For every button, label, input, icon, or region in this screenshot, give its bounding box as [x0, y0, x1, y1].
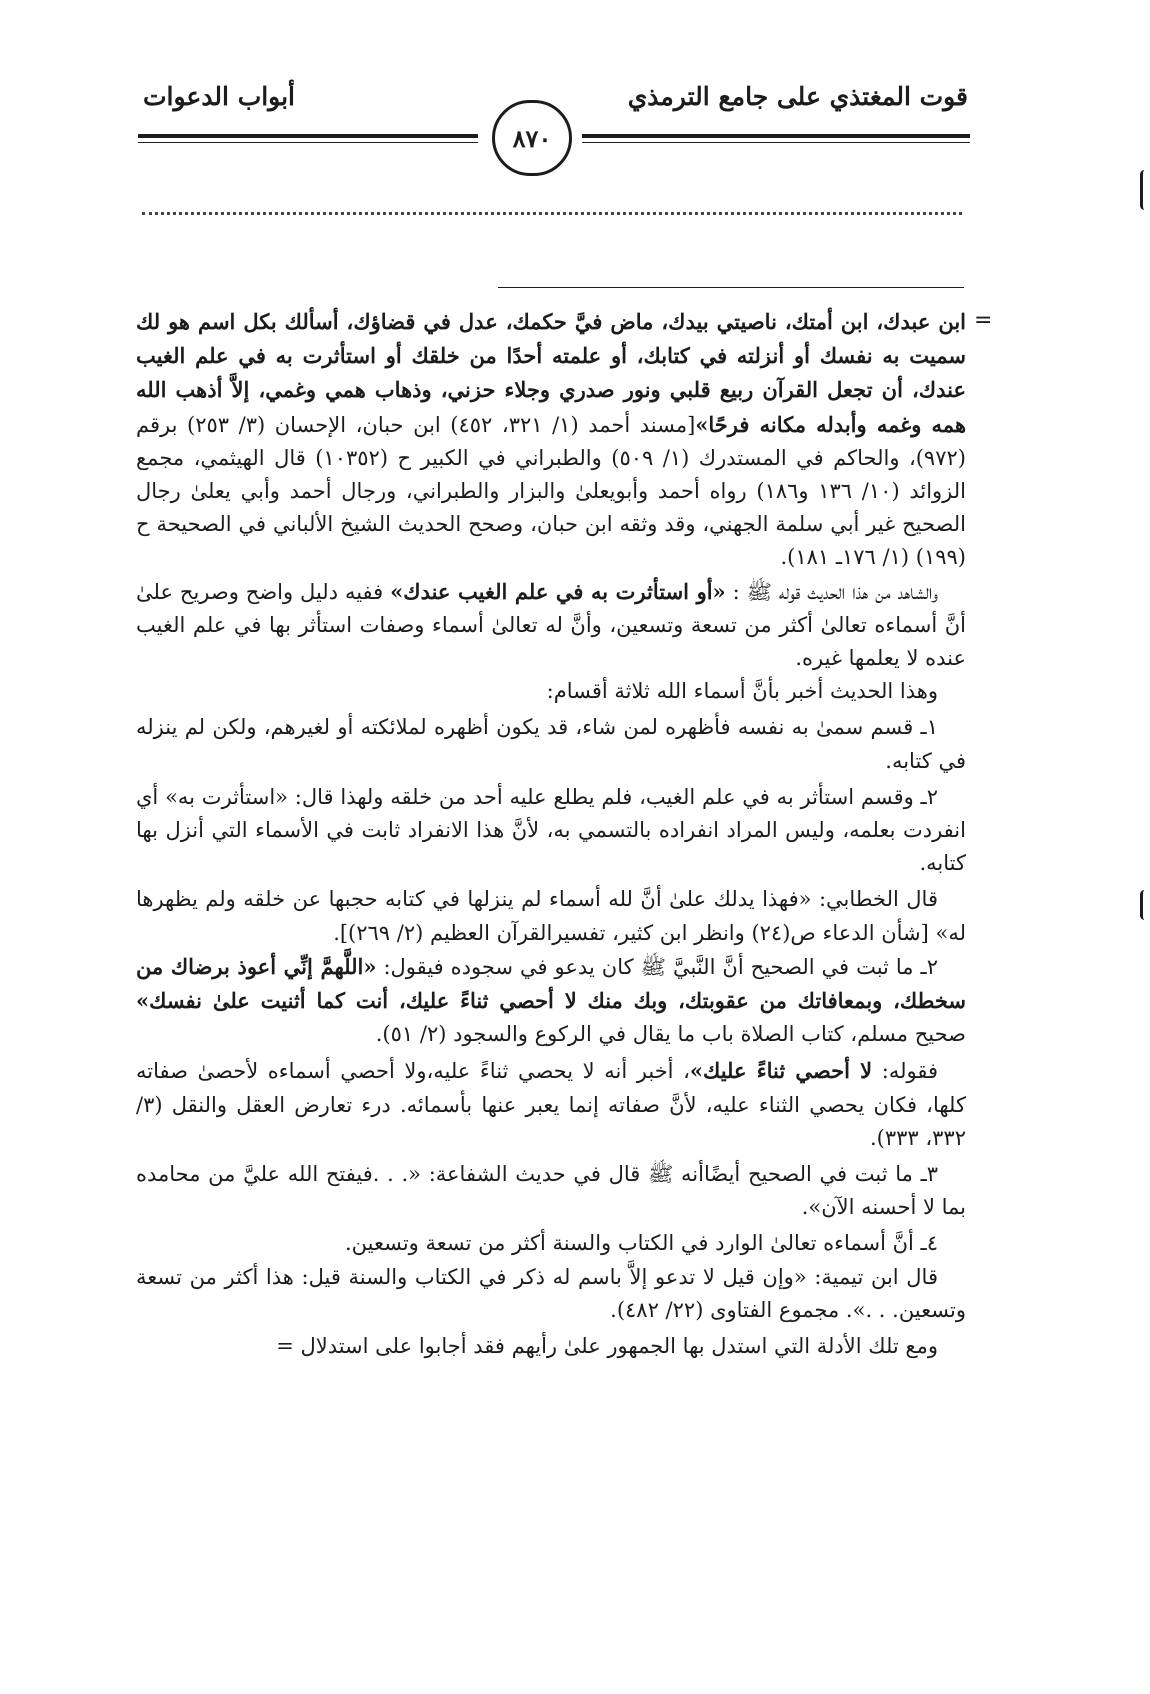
footnote-rule [498, 287, 964, 288]
binding-edge-mark [1140, 170, 1149, 210]
paragraph: ٣ـ ما ثبت في الصحيح أيضًاأنه ﷺ قال في حديث الشفاعة: «. . .فيفتح الله عليَّ من محامده بما لا أحسنه الآن». [136, 1162, 966, 1220]
text-span: والشاهد من هذا الحديث قوله ﷺ : [725, 579, 938, 604]
continuation-mark: = [974, 308, 993, 333]
page-number: ٨٧٠ [492, 100, 572, 176]
text-span: ٢ـ ما ثبت في الصحيح أنَّ النَّبيَّ ﷺ كان يدعو في سجوده فيقول: [376, 954, 938, 979]
text-span: ، أخبر أنه لا يحصي ثناءً عليه،ولا أحصي أسماءه لأحصىٰ صفاته كلها، فكان يحصي الثناء عليه، لأنَّ صفاته إنما يعبر عنها بأسمائه. درء تعارض العقل والنقل (٣/ ٣٣٢، ٣٣٣). [136, 1059, 966, 1150]
paragraph [136, 1054, 966, 1155]
paragraph: وهذا الحديث أخبر بأنَّ أسماء الله ثلاثة أقسام: [546, 679, 938, 704]
running-head-chapter-title: أبواب الدعوات [143, 82, 296, 111]
paragraph: قال ابن تيمية: «وإن قيل لا تدعو إلاَّ باسم له ذكر في الكتاب والسنة قيل: هذا أكثر من تسعة وتسعين. . .». مجموع الفتاوى (٢٢/ ٤٨٢). [136, 1264, 966, 1322]
header-rule-left-thin [138, 142, 478, 143]
footnote-body [136, 305, 966, 1363]
header-rule-right-thin [582, 142, 970, 143]
header-rule-right-thick [582, 134, 970, 138]
paragraph: ٤ـ أنَّ أسماءه تعالىٰ الوارد في الكتاب والسنة أكثر من تسعة وتسعين. [344, 1231, 938, 1256]
hadith-quote: لا أحصي ثناءً عليك» [689, 1058, 873, 1084]
paragraph: قال الخطابي: «فهذا يدلك علىٰ أنَّ لله أسماء لم ينزلها في كتابه حجبها عن خلقه ولم يظهرها له» [شأن الدعاء ص(٢٤) وانظر ابن كثير، تفسيرالقرآن العظيم (٢/ ٢٦٩)]. [136, 887, 966, 945]
header-rule-left-thick [138, 134, 478, 138]
paragraph [136, 950, 966, 1052]
hadith-quote: «أو استأثرت به في علم الغيب عندك» [390, 578, 726, 604]
text-span: فقوله: [872, 1059, 938, 1084]
paragraph [136, 305, 966, 575]
text-span: ففيه دليل واضح وصريح علىٰ أنَّ أسماءه تعالىٰ أكثر من تسعة وتسعين، وأنَّ له تعالىٰ أسماء وصفات استأثر بها في علم الغيب عنده لا يعلمها غيره. [136, 579, 966, 671]
hadith-quote: «اللَّهمَّ إنِّي أعوذ برضاك من سخطك، وبمعافاتك من عقوبتك، وبك منك لا أحصي ثناءً عليك، أنت كما أثنيت علىٰ نفسك» [136, 953, 966, 1014]
dotted-separator [142, 212, 962, 215]
paragraph: ٢ـ وقسم استأثر به في علم الغيب، فلم يطلع عليه أحد من خلقه ولهذا قال: «استأثرت به» أي انفردت بعلمه، وليس المراد انفراده بالتسمي به، لأنَّ هذا الانفراد ثابت في الأسماء التي أنزل بها كتابه. [136, 784, 966, 876]
paragraph [136, 575, 966, 676]
text-span: صحيح مسلم، كتاب الصلاة باب ما يقال في الركوع والسجود (٢/ ٥١). [375, 1022, 966, 1047]
binding-edge-mark [1140, 890, 1149, 920]
paragraph: ١ـ قسم سمىٰ به نفسه فأظهره لمن شاء، قد يكون أظهره لملائكته أو لغيرهم، ولكن لم ينزله في كتابه. [136, 715, 966, 773]
hadith-quote: ابن عبدك، ابن أمتك، ناصيتي بيدك، ماض فيَّ حكمك، عدل في قضاؤك، أسألك بكل اسم هو لك سميت به نفسك أو أنزلته في كتابك، أو علمته أحدًا من خلقك أو استأثرت به في علم الغيب عندك، أن تجعل القرآن ربيع قلبي ونور صدري وجلاء حزني، وذهاب همي وغمي، إلاَّ أذهب الله همه وغمه وأبدله مكانه فرحًا» [136, 309, 967, 437]
running-head-book-title: قوت المغتذي على جامع الترمذي [627, 82, 968, 111]
citation: [مسند أحمد (١/ ٣٢١، ٤٥٢) ابن حبان، الإحسان (٣/ ٢٥٣) برقم (٩٧٢)، والحاكم في المستدرك (١/ ٥٠٩) والطبراني في الكبير ح (١٠٣٥٢) قال الهيثمي، مجمع الزوائد (١٠/ ١٣٦ و١٨٦) رواه أحمد وأبويعلىٰ والبزار والطبراني، ورجال أحمد وأبي يعلىٰ رجال الصحيح غير أبي سلمة الجهني، وقد وثقه ابن حبان، وصحح الحديث الشيخ الألباني في الصحيحة ح (١٩٩) (١/ ١٧٦ـ ١٨١). [136, 412, 966, 570]
paragraph: ومع تلك الأدلة التي استدل بها الجمهور علىٰ رأيهم فقد أجابوا على استدلال = [276, 1334, 938, 1359]
